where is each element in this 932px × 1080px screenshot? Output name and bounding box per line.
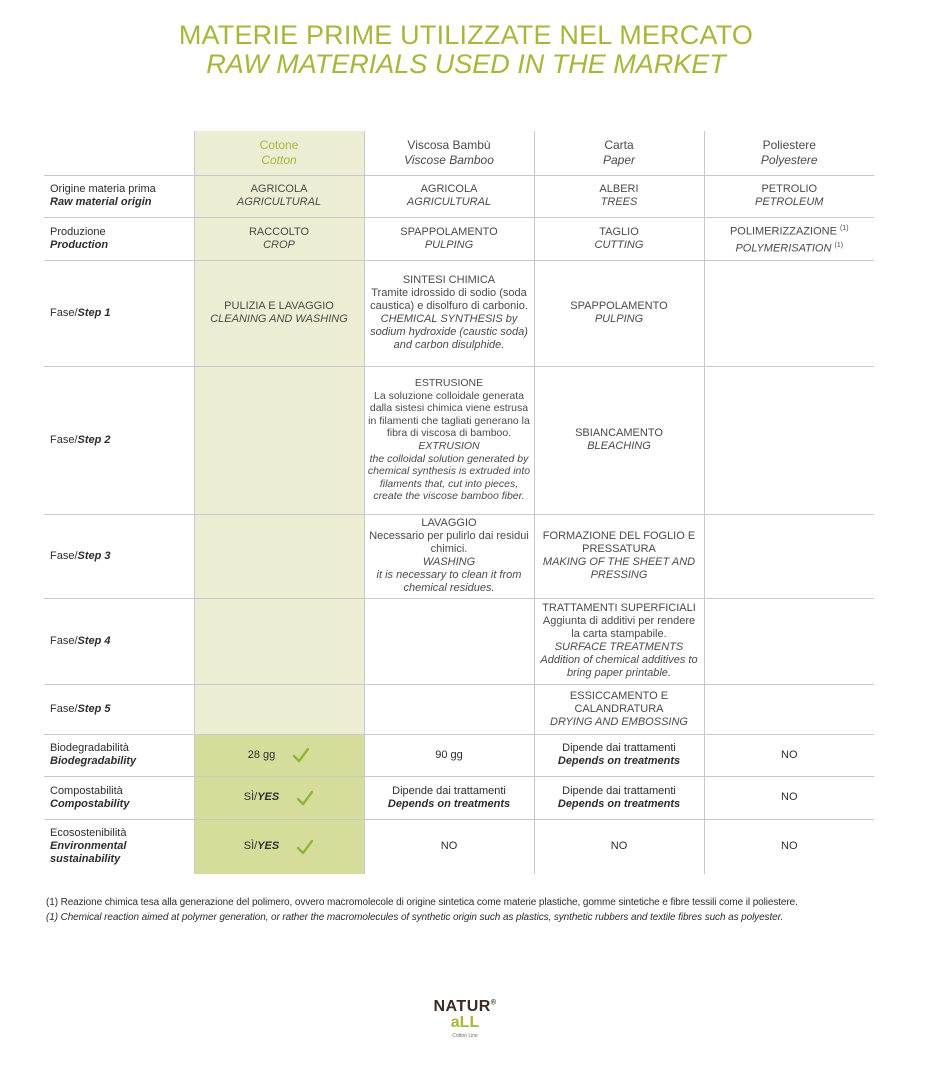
cell-sustainability-polyester: NO	[704, 819, 874, 874]
row-label-compostability: Compostabilità Compostability	[44, 776, 194, 819]
column-header-cotton: Cotone Cotton	[194, 131, 364, 175]
cell-step2-polyester	[704, 366, 874, 514]
row-production	[44, 217, 874, 260]
cell-step2-paper: SBIANCAMENTO BLEACHING	[534, 366, 704, 514]
cell-biodegradability-paper: Dipende dai trattamenti Depends on treatments	[534, 734, 704, 776]
cell-step2-viscose: ESTRUSIONE La soluzione colloidale generata dalla sistesi chimica viene estrusa in filamenti che tagliati generano la fibra di viscosa di bamboo. EXTRUSION the colloidal solution generated by chemical synthesis is extruded into filaments that, cut into pieces, create the viscose bamboo fiber.	[364, 366, 534, 514]
cell-origin-cotton: AGRICOLA AGRICULTURAL	[194, 175, 364, 217]
cell-production-paper: TAGLIO CUTTING	[534, 217, 704, 260]
footnote-english: (1) Chemical reaction aimed at polymer generation, or rather the macromolecules of synthetic origin such as plastics, synthetic rubbers and textile fibres such as polyester.	[46, 912, 784, 923]
brand-logo: NATUR® aLL Cotton Line	[433, 998, 497, 1039]
row-compostability	[44, 776, 874, 819]
cell-origin-paper: ALBERI TREES	[534, 175, 704, 217]
cell-step4-polyester	[704, 598, 874, 684]
checkmark-icon	[292, 747, 310, 763]
header-row	[44, 131, 874, 175]
cell-biodegradability-cotton: 28 gg	[194, 734, 364, 776]
row-step3	[44, 514, 874, 598]
cell-step5-cotton	[194, 684, 364, 734]
checkmark-icon	[296, 839, 314, 855]
cell-compostability-cotton: SÌ/YES	[194, 776, 364, 819]
row-biodegradability	[44, 734, 874, 776]
cell-sustainability-viscose: NO	[364, 819, 534, 874]
title-english: RAW MATERIALS USED IN THE MARKET	[206, 49, 726, 79]
cell-step3-polyester	[704, 514, 874, 598]
row-step4	[44, 598, 874, 684]
cell-step5-viscose	[364, 684, 534, 734]
cell-step3-paper: FORMAZIONE DEL FOGLIO E PRESSATURA MAKING OF THE SHEET AND PRESSING	[534, 514, 704, 598]
cell-biodegradability-polyester: NO	[704, 734, 874, 776]
cell-step2-cotton	[194, 366, 364, 514]
row-sustainability	[44, 819, 874, 874]
row-label-step5: Fase/Step 5	[44, 684, 194, 734]
cell-step5-polyester	[704, 684, 874, 734]
cell-step1-viscose: SINTESI CHIMICA Tramite idrossido di sodio (soda caustica) e disolfuro di carbonio. CHEMICAL SYNTHESIS by sodium hydroxide (caustic soda) and carbon disulphide.	[364, 260, 534, 366]
cell-production-cotton: RACCOLTO CROP	[194, 217, 364, 260]
cell-step3-cotton	[194, 514, 364, 598]
cell-step1-polyester	[704, 260, 874, 366]
cell-origin-viscose: AGRICOLA AGRICULTURAL	[364, 175, 534, 217]
cell-step4-cotton	[194, 598, 364, 684]
column-header-paper: Carta Paper	[534, 131, 704, 175]
row-origin	[44, 175, 874, 217]
column-header-viscose: Viscosa Bambù Viscose Bamboo	[364, 131, 534, 175]
checkmark-icon	[296, 790, 314, 806]
cell-biodegradability-viscose: 90 gg	[364, 734, 534, 776]
row-label-step1: Fase/Step 1	[44, 260, 194, 366]
cell-production-polyester: POLIMERIZZAZIONE $^{(1)}$ POLYMERISATION $^{(1)}$	[704, 217, 874, 260]
cell-step1-paper: SPAPPOLAMENTO PULPING	[534, 260, 704, 366]
cell-sustainability-paper: NO	[534, 819, 704, 874]
row-label-origin: Origine materia prima Raw material origin	[44, 175, 194, 217]
cell-step4-viscose	[364, 598, 534, 684]
row-step1	[44, 260, 874, 366]
row-step5	[44, 684, 874, 734]
footnote-italian: (1) Reazione chimica tesa alla generazione del polimero, ovvero macromolecole di origine sintetica come materie plastiche, gomme sintetiche e fibre tessili come il poliestere.	[46, 897, 798, 908]
row-step2	[44, 366, 874, 514]
row-label-production: Produzione Production	[44, 217, 194, 260]
comparison-table	[44, 131, 874, 874]
header-empty	[44, 131, 194, 175]
cell-compostability-polyester: NO	[704, 776, 874, 819]
row-label-step2: Fase/Step 2	[44, 366, 194, 514]
title-italian: MATERIE PRIME UTILIZZATE NEL MERCATO	[178, 20, 754, 50]
cell-step5-paper: ESSICCAMENTO E CALANDRATURA DRYING AND EMBOSSING	[534, 684, 704, 734]
row-label-biodegradability: Biodegradabilità Biodegradability	[44, 734, 194, 776]
cell-compostability-viscose: Dipende dai trattamenti Depends on treatments	[364, 776, 534, 819]
row-label-step4: Fase/Step 4	[44, 598, 194, 684]
cell-step4-paper: TRATTAMENTI SUPERFICIALI Aggiunta di additivi per rendere la carta stampabile. SURFACE TREATMENTS Addition of chemical additives to bring paper printable.	[534, 598, 704, 684]
row-label-step3: Fase/Step 3	[44, 514, 194, 598]
column-header-polyester: Poliestere Polyestere	[704, 131, 874, 175]
cell-step3-viscose: LAVAGGIO Necessario per pulirlo dai residui chimici. WASHING it is necessary to clean it from chemical residues.	[364, 514, 534, 598]
cell-step1-cotton: PULIZIA E LAVAGGIO CLEANING AND WASHING	[194, 260, 364, 366]
cell-sustainability-cotton: SÌ/YES	[194, 819, 364, 874]
cell-origin-polyester: PETROLIO PETROLEUM	[704, 175, 874, 217]
cell-production-viscose: SPAPPOLAMENTO PULPING	[364, 217, 534, 260]
row-label-sustainability: Ecosostenibilità Environmental sustainability	[50, 827, 127, 866]
cell-compostability-paper: Dipende dai trattamenti Depends on treatments	[534, 776, 704, 819]
